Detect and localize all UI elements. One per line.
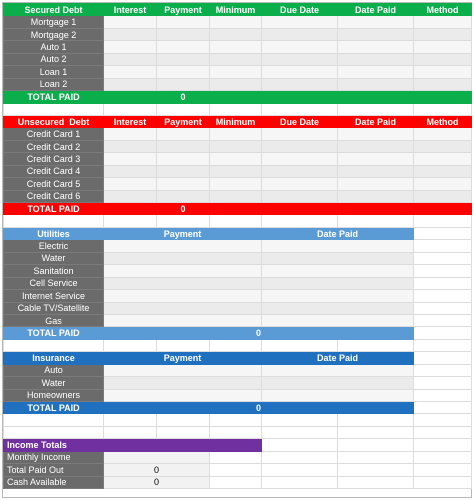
table-row [4,165,472,177]
blank-cell [338,426,414,438]
cell[interactable] [414,128,472,140]
cell[interactable] [262,302,414,314]
table-row [4,476,472,488]
blank-cell [4,426,104,438]
blank-cell [157,339,210,351]
blank-cell [104,215,157,227]
cell[interactable] [104,41,157,53]
cell[interactable] [338,66,414,78]
income-header-row [4,439,472,451]
blank-cell [414,277,472,289]
cell[interactable] [104,53,157,65]
row-label: Loan 1 [4,66,104,78]
table-row [4,377,472,389]
cell[interactable] [210,153,262,165]
blank-cell [414,215,472,227]
blank-cell [262,103,338,115]
blank-cell [414,377,472,389]
blank-cell [210,215,262,227]
total-spacer [338,91,414,103]
cell[interactable] [157,140,210,152]
cell[interactable] [210,41,262,53]
blank-cell [210,426,262,438]
table-row [4,277,472,289]
blank-cell [262,339,338,351]
secured-header-title: Secured Debt [4,4,104,16]
blank-cell [210,103,262,115]
table-row [4,364,472,376]
unsecured-header-date-paid: Date Paid [338,115,414,127]
cell[interactable] [104,252,262,264]
cell[interactable] [210,140,262,152]
blank-cell [338,339,414,351]
table-row [4,464,472,476]
row-label: Loan 2 [4,78,104,90]
blank-cell [338,215,414,227]
blank-cell [414,339,472,351]
row-label: Sanitation [4,265,104,277]
blank-cell [414,426,472,438]
secured-header-method: Method [414,4,472,16]
unsecured-header-interest: Interest [104,115,157,127]
cell[interactable] [104,165,157,177]
total-spacer [210,203,262,215]
blank-cell [210,476,262,488]
cell[interactable] [338,28,414,40]
cell[interactable] [104,314,262,326]
income-header-title: Income Totals [4,439,262,451]
table-row [4,178,472,190]
blank-cell [338,103,414,115]
cell[interactable] [262,41,338,53]
blank-cell [210,464,262,476]
cell[interactable] [157,153,210,165]
blank-cell [414,327,472,339]
cell[interactable] [262,364,414,376]
blank-cell [414,364,472,376]
cell[interactable] [262,252,414,264]
spacer-row [4,339,472,351]
cell[interactable] [157,66,210,78]
row-label: Credit Card 6 [4,190,104,202]
blank-cell [262,451,338,463]
row-label: Auto [4,364,104,376]
cell[interactable] [104,290,262,302]
row-label: Credit Card 1 [4,128,104,140]
table-row [4,290,472,302]
unsecured-header-method: Method [414,115,472,127]
cell[interactable] [104,377,262,389]
row-label: Mortgage 1 [4,16,104,28]
cell[interactable] [157,178,210,190]
cell[interactable] [104,153,157,165]
blank-cell [414,352,472,364]
cell[interactable] [157,78,210,90]
blank-cell [338,439,414,451]
row-label: Homeowners [4,389,104,401]
spacer-row [4,414,472,426]
total-paid-label: TOTAL PAID [4,91,104,103]
total-paid-label: TOTAL PAID [4,203,104,215]
row-label: Mortgage 2 [4,28,104,40]
cell[interactable] [104,302,262,314]
cell[interactable] [414,140,472,152]
cell[interactable] [104,128,157,140]
cell[interactable] [210,78,262,90]
unsecured-header-minimum: Minimum [210,115,262,127]
cell[interactable] [414,78,472,90]
total-spacer [262,91,338,103]
row-label: Gas [4,314,104,326]
blank-cell [414,439,472,451]
row-label: Auto 1 [4,41,104,53]
table-row [4,314,472,326]
cell[interactable] [210,128,262,140]
cell[interactable] [414,190,472,202]
blank-cell [338,476,414,488]
utilities-total-row [4,327,472,339]
blank-cell [104,414,157,426]
cell[interactable] [104,78,157,90]
total-spacer [338,203,414,215]
blank-cell [414,389,472,401]
cell[interactable] [262,314,414,326]
cell[interactable] [104,28,157,40]
cell[interactable] [104,277,262,289]
blank-cell [414,103,472,115]
cell[interactable] [210,28,262,40]
cell[interactable] [414,178,472,190]
cell[interactable] [262,78,338,90]
total-paid-label: TOTAL PAID [4,327,104,339]
blank-cell [414,290,472,302]
row-label: Internet Service [4,290,104,302]
table-row [4,302,472,314]
row-label: Credit Card 3 [4,153,104,165]
row-label: Total Paid Out [4,464,104,476]
blank-cell [262,439,338,451]
table-row [4,53,472,65]
monthly-income-value[interactable] [104,451,210,463]
blank-cell [414,302,472,314]
blank-cell [414,314,472,326]
row-label: Auto 2 [4,53,104,65]
table-row [4,190,472,202]
row-label: Credit Card 2 [4,140,104,152]
total-spacer [104,203,157,215]
secured-total-row [4,91,472,103]
unsecured-header-due-date: Due Date [262,115,338,127]
cell[interactable] [338,128,414,140]
blank-cell [414,227,472,239]
insurance-header-row [4,352,472,364]
blank-cell [414,476,472,488]
blank-cell [210,414,262,426]
blank-cell [414,451,472,463]
utilities-total-value: 0 [104,327,414,339]
blank-cell [414,265,472,277]
table-row [4,153,472,165]
cell[interactable] [104,178,157,190]
table-row [4,66,472,78]
blank-cell [338,464,414,476]
cell[interactable] [104,389,262,401]
secured-header-minimum: Minimum [210,4,262,16]
cell[interactable] [262,178,338,190]
cell[interactable] [414,28,472,40]
cell[interactable] [338,140,414,152]
blank-cell [414,464,472,476]
cell[interactable] [262,240,414,252]
row-label: Credit Card 5 [4,178,104,190]
blank-cell [210,451,262,463]
blank-cell [210,339,262,351]
cell[interactable] [104,66,157,78]
table-row [4,78,472,90]
blank-cell [262,476,338,488]
total-paid-out-value[interactable]: 0 [104,464,210,476]
cell[interactable] [414,41,472,53]
cell[interactable] [414,165,472,177]
unsecured-header-payment: Payment [157,115,210,127]
unsecured-header-title: Unsecured Debt [4,115,104,127]
table-row [4,41,472,53]
row-label: Cash Available [4,476,104,488]
secured-header-due-date: Due Date [262,4,338,16]
spacer-row [4,215,472,227]
total-spacer [262,203,338,215]
cell[interactable] [262,290,414,302]
insurance-header-date-paid: Date Paid [262,352,414,364]
secured-total-value: 0 [157,91,210,103]
blank-cell [157,215,210,227]
table-row [4,128,472,140]
table-row [4,140,472,152]
insurance-total-row [4,402,472,414]
blank-cell [414,252,472,264]
cell[interactable] [338,178,414,190]
cell[interactable] [210,165,262,177]
row-label: Cell Service [4,277,104,289]
blank-cell [262,414,338,426]
blank-cell [338,414,414,426]
cell[interactable] [210,53,262,65]
blank-cell [157,426,210,438]
blank-cell [414,402,472,414]
cell[interactable] [262,128,338,140]
cell[interactable] [414,53,472,65]
cell[interactable] [338,78,414,90]
cell[interactable] [157,190,210,202]
total-spacer [210,91,262,103]
cell[interactable] [338,16,414,28]
total-spacer [414,91,472,103]
cell[interactable] [262,140,338,152]
cell[interactable] [157,41,210,53]
blank-cell [104,339,157,351]
cell[interactable] [338,165,414,177]
cell[interactable] [104,16,157,28]
cell[interactable] [262,389,414,401]
cell[interactable] [104,240,262,252]
row-label: Monthly Income [4,451,104,463]
cell[interactable] [414,66,472,78]
cell[interactable] [262,28,338,40]
total-spacer [414,203,472,215]
table-row [4,240,472,252]
table-row [4,252,472,264]
blank-cell [157,103,210,115]
spacer-row [4,103,472,115]
cell[interactable] [157,165,210,177]
spacer-row [4,426,472,438]
blank-cell [262,215,338,227]
budget-table [3,3,472,489]
table-row [4,389,472,401]
cell[interactable] [104,364,262,376]
blank-cell [262,426,338,438]
secured-header-row [4,4,472,16]
cell[interactable] [104,140,157,152]
total-paid-label: TOTAL PAID [4,402,104,414]
cell[interactable] [262,16,338,28]
cell[interactable] [157,16,210,28]
cell[interactable] [210,66,262,78]
table-row [4,28,472,40]
utilities-header-payment: Payment [104,227,262,239]
utilities-header-row [4,227,472,239]
unsecured-total-row [4,203,472,215]
blank-cell [104,426,157,438]
row-label: Water [4,377,104,389]
cell[interactable] [262,265,414,277]
row-label: Cable TV/Satellite [4,302,104,314]
blank-cell [4,215,104,227]
cell[interactable] [210,16,262,28]
spreadsheet [2,2,472,498]
secured-header-interest: Interest [104,4,157,16]
cell[interactable] [338,153,414,165]
cell[interactable] [414,153,472,165]
cell[interactable] [104,265,262,277]
cell[interactable] [262,165,338,177]
utilities-header-title: Utilities [4,227,104,239]
secured-header-payment: Payment [157,4,210,16]
cell[interactable] [262,377,414,389]
cell[interactable] [338,41,414,53]
cell[interactable] [210,178,262,190]
blank-cell [414,414,472,426]
row-label: Water [4,252,104,264]
blank-cell [4,339,104,351]
cell[interactable] [262,277,414,289]
total-spacer [104,91,157,103]
cell[interactable] [104,190,157,202]
cell[interactable] [157,53,210,65]
utilities-header-date-paid: Date Paid [262,227,414,239]
blank-cell [157,414,210,426]
row-label: Electric [4,240,104,252]
blank-cell [4,103,104,115]
cell[interactable] [157,28,210,40]
unsecured-total-value: 0 [157,203,210,215]
cell[interactable] [262,66,338,78]
table-row [4,16,472,28]
cash-available-value[interactable]: 0 [104,476,210,488]
cell[interactable] [338,190,414,202]
blank-cell [4,414,104,426]
cell[interactable] [262,53,338,65]
blank-cell [104,103,157,115]
cell[interactable] [414,16,472,28]
cell[interactable] [210,190,262,202]
blank-cell [414,240,472,252]
row-label: Credit Card 4 [4,165,104,177]
unsecured-header-row [4,115,472,127]
blank-cell [338,451,414,463]
cell[interactable] [157,128,210,140]
insurance-header-title: Insurance [4,352,104,364]
cell[interactable] [262,190,338,202]
insurance-total-value: 0 [104,402,414,414]
secured-header-date-paid: Date Paid [338,4,414,16]
blank-cell [262,464,338,476]
table-row [4,451,472,463]
insurance-header-payment: Payment [104,352,262,364]
table-row [4,265,472,277]
cell[interactable] [262,153,338,165]
cell[interactable] [338,53,414,65]
